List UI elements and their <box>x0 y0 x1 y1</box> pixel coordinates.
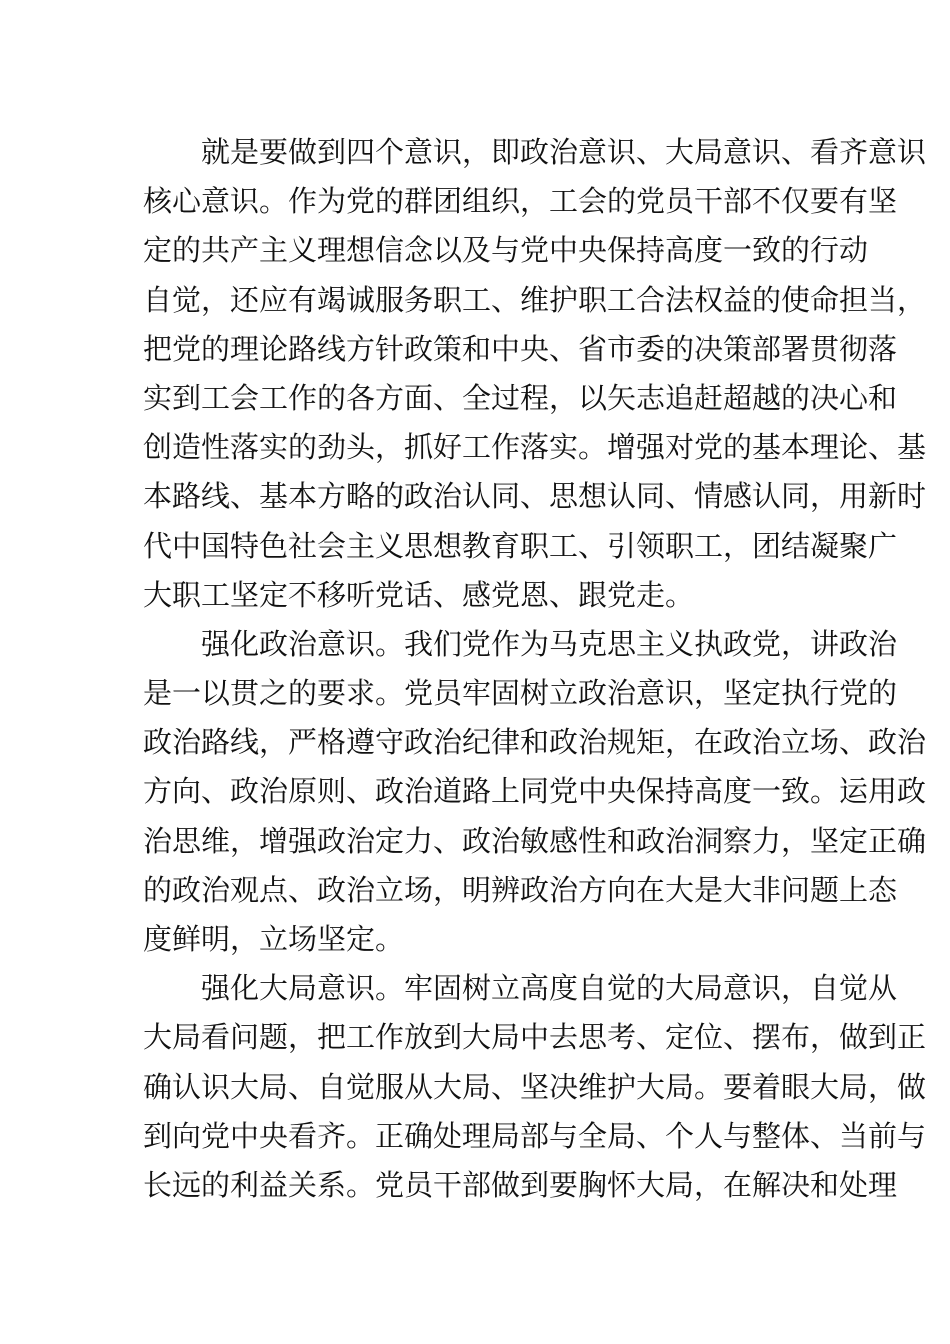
paragraph-2-line-6: 的政治观点、政治立场，明辨政治方向在大是大非问题上态 <box>143 872 898 907</box>
paragraph-1-line-6: 实到工会工作的各方面、全过程，以矢志追赶超越的决心和 <box>143 380 898 415</box>
paragraph-3-line-3: 确认识大局、自觉服从大局、坚决维护大局。要着眼大局，做 <box>143 1069 927 1104</box>
paragraph-2-line-3: 政治路线，严格遵守政治纪律和政治规矩，在政治立场、政治 <box>143 725 927 760</box>
paragraph-2-line-4: 方向、政治原则、政治道路上同党中央保持高度一致。运用政 <box>143 774 927 809</box>
paragraph-3-line-4: 到向党中央看齐。正确处理局部与全局、个人与整体、当前与 <box>143 1118 927 1153</box>
paragraph-2-line-2: 是一以贯之的要求。党员牢固树立政治意识，坚定执行党的 <box>143 676 898 711</box>
paragraph-1-line-2: 核心意识。作为党的群团组织，工会的党员干部不仅要有坚 <box>143 184 898 219</box>
paragraph-1-line-1: 就是要做到四个意识，即政治意识、大局意识、看齐意识 <box>201 135 927 169</box>
paragraph-1-line-4: 自觉，还应有竭诚服务职工、维护职工合法权益的使命担当， <box>143 282 927 317</box>
paragraph-2-line-7: 度鲜明，立场坚定。 <box>143 922 405 956</box>
document-body <box>143 128 927 1210</box>
paragraph-3-line-2: 大局看问题，把工作放到大局中去思考、定位、摆布，做到正 <box>143 1020 927 1055</box>
paragraph-1-line-8: 本路线、基本方略的政治认同、思想认同、情感认同，用新时 <box>143 479 927 514</box>
paragraph-2-line-1: 强化政治意识。我们党作为马克思主义执政党，讲政治 <box>201 626 898 661</box>
paragraph-1-line-9: 代中国特色社会主义思想教育职工、引领职工，团结凝聚广 <box>143 528 898 563</box>
paragraph-3-line-1: 强化大局意识。牢固树立高度自觉的大局意识，自觉从 <box>201 971 898 1006</box>
paragraph-1-line-10: 大职工坚定不移听党话、感党恩、跟党走。 <box>143 577 695 612</box>
paragraph-3-line-5: 长远的利益关系。党员干部做到要胸怀大局，在解决和处理 <box>143 1167 898 1202</box>
paragraph-1-line-3: 定的共产主义理想信念以及与党中央保持高度一致的行动 <box>143 233 869 268</box>
paragraph-1-line-7: 创造性落实的劲头，抓好工作落实。增强对党的基本理论、基 <box>143 430 927 465</box>
paragraph-2-line-5: 治思维，增强政治定力、政治敏感性和政治洞察力，坚定正确 <box>143 823 927 858</box>
paragraph-1-line-5: 把党的理论路线方针政策和中央、省市委的决策部署贯彻落 <box>143 331 898 366</box>
